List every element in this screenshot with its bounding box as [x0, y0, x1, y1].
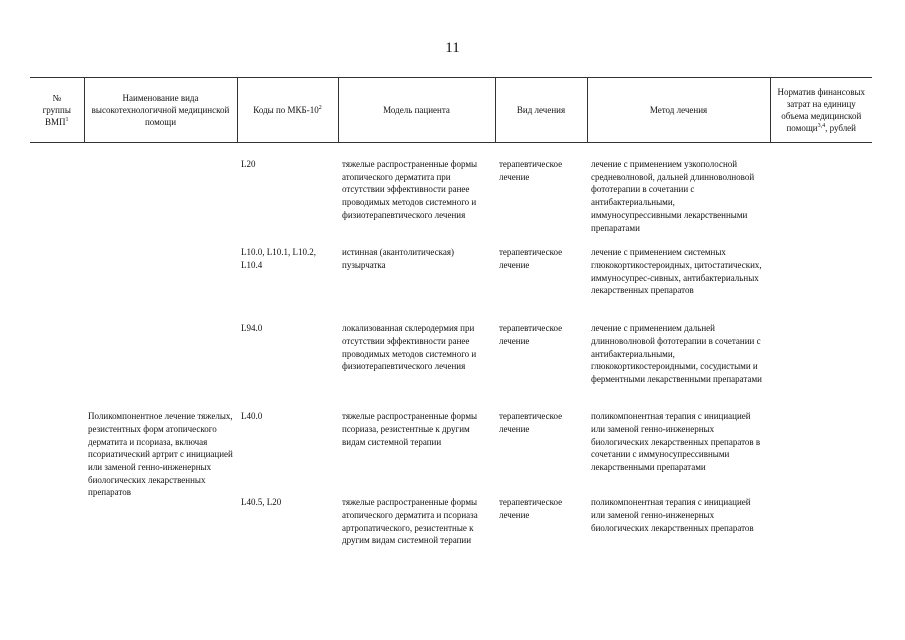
header-group-number-label: группы: [42, 105, 71, 115]
header-vmp-line: [34, 116, 80, 128]
table-row: [30, 143, 872, 235]
header-treatment-method-label: Метод лечения: [649, 105, 708, 115]
page-number: 11: [445, 40, 460, 56]
table-row: [30, 398, 872, 486]
icd-codes-cell: L20: [241, 159, 256, 169]
header-icd-codes: [237, 78, 338, 143]
cost-standard-cell: [770, 143, 872, 235]
header-treatment-method: [587, 78, 770, 143]
treatment-type-cell: терапевтическое лечение: [499, 159, 563, 182]
header-cost-standard: [770, 78, 872, 143]
treatment-type-cell: терапевтическое лечение: [499, 497, 563, 520]
header-care-type-label: Наименование вида высокотехнологичной медицинской помощи: [91, 93, 230, 127]
cost-standard-cell: [770, 398, 872, 486]
icd-codes-cell: L10.0, L10.1, L10.2, L10.4: [241, 247, 316, 270]
care-type-cell: [84, 234, 237, 310]
header-vmp-label: ВМП: [44, 117, 66, 127]
header-group-number-symbol: №: [52, 93, 62, 103]
treatment-type-cell: терапевтическое лечение: [499, 323, 563, 346]
footnote-ref-3-4: 3,4: [817, 123, 826, 129]
vmp-table: [30, 77, 872, 547]
header-group-number: [30, 78, 84, 143]
treatment-method-cell: лечение с применением узкополосной средневолновой, дальней длинноволновой фототерапии в сочетании с антибактериальными, иммуносупрессивными лекарственными препаратами: [591, 159, 755, 233]
header-treatment-type: [495, 78, 587, 143]
group-number-cell: [30, 234, 84, 310]
footnote-ref-2: 2: [318, 105, 322, 111]
patient-model-cell: тяжелые распространенные формы псориаза, резистентные к другим видам системной терапии: [342, 411, 478, 447]
header-cost-standard-unit: , рублей: [825, 123, 856, 133]
footnote-ref-1: 1: [65, 117, 69, 123]
cost-standard-cell: [770, 486, 872, 547]
group-number-cell: [30, 310, 84, 398]
table-header-row: [30, 78, 872, 143]
treatment-method-cell: лечение с применением дальней длинноволновой фототерапии в сочетании с антибактериальными, глюкокортикостероидными, сосудистыми и ферментными лекарственными препаратами: [591, 323, 762, 385]
care-type-cell: Поликомпонентное лечение тяжелых, резистентных форм атопического дерматита и псориаза, включая псориатический артрит с инициацией или заменой генно-инженерных биологических лекарственных препаратов: [88, 411, 233, 498]
table-row: [30, 310, 872, 398]
care-type-cell: [84, 143, 237, 235]
group-number-cell: [30, 398, 84, 486]
header-icd-codes-label: Коды по МКБ-10: [253, 105, 319, 115]
header-treatment-type-label: Вид лечения: [516, 105, 566, 115]
group-number-cell: [30, 486, 84, 547]
icd-codes-cell: L94.0: [241, 323, 263, 334]
treatment-method-cell: поликомпонентная терапия с инициацией или заменой генно-инженерных биологических лекарственных препаратов в сочетании с иммуносупрессивными лекарственными препаратами: [591, 411, 761, 473]
group-number-cell: [30, 143, 84, 235]
icd-codes-cell: L40.5, L20: [241, 497, 282, 508]
table-row: [30, 234, 872, 310]
patient-model-cell: истинная (акантолитическая) пузырчатка: [342, 247, 454, 270]
treatment-type-cell: терапевтическое лечение: [499, 247, 563, 270]
header-patient-model-label: Модель пациента: [383, 105, 450, 115]
header-cost-standard-label: Норматив финансовых затрат на единицу объема медицинской помощи: [777, 87, 866, 133]
icd-codes-cell: L40.0: [241, 411, 263, 422]
care-type-cell: [84, 310, 237, 398]
treatment-type-cell: терапевтическое лечение: [499, 411, 563, 434]
patient-model-cell: тяжелые распространенные формы атопического дерматита и псориаза артропатического, резистентные к другим видам системной терапии: [342, 497, 478, 546]
cost-standard-cell: [770, 310, 872, 398]
header-care-type: [84, 78, 237, 143]
treatment-method-cell: лечение с применением системных глюкокортикостероидных, цитостатических, иммуносупрес-сивных, антибактериальных лекарственных препаратов: [591, 247, 762, 296]
patient-model-cell: локализованная склеродермия при отсутствии эффективности ранее проводимых методов системного и физиотерапевтического лечения: [342, 323, 477, 372]
cost-standard-cell: [770, 234, 872, 310]
header-patient-model: [338, 78, 495, 143]
patient-model-cell: тяжелые распространенные формы атопического дерматита при отсутствии эффективности ранее проводимых методов системного и физиотерапевтического лечения: [342, 159, 478, 220]
treatment-method-cell: поликомпонентная терапия с инициацией или заменой генно-инженерных биологических лекарственных препаратов: [591, 497, 754, 533]
